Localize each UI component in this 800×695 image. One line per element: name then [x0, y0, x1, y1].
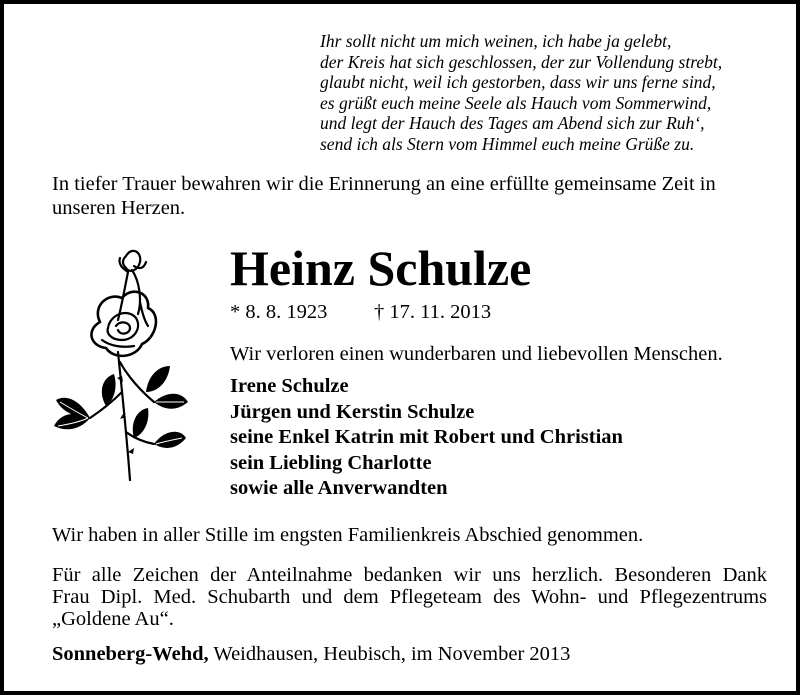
thanks-line: Frau Dipl. Med. Schubarth und dem Pflegeteam des Wohn- und Pflegezentrums: [52, 586, 767, 608]
farewell-text: Wir haben in aller Stille im engsten Familienkreis Abschied genommen.: [52, 524, 644, 546]
place-rest: Weidhausen, Heubisch, im November 2013: [208, 643, 571, 665]
place-primary: Sonneberg-Wehd,: [52, 643, 209, 665]
family-list: [230, 374, 623, 502]
poem-line: und legt der Hauch des Tages am Abend sich zur Ruh‘,: [320, 113, 705, 133]
thanks-line: „Goldene Au“.: [52, 608, 174, 630]
poem-line: es grüßt euch meine Seele als Hauch vom Sommerwind,: [320, 92, 712, 113]
poem: [320, 31, 790, 154]
intro-text: In tiefer Trauer bewahren wir die Erinnerung an eine erfüllte gemeinsame Zeit in unseren Herzen.: [52, 173, 716, 219]
rose-icon: [50, 242, 190, 487]
birth-date: * 8. 8. 1923: [230, 301, 328, 323]
family-member: sowie alle Anverwandten: [230, 477, 448, 499]
statement-text: Wir verloren einen wunderbaren und liebevollen Menschen.: [230, 343, 723, 365]
poem-line: send ich als Stern vom Himmel euch meine Grüße zu.: [320, 133, 695, 154]
death-date: † 17. 11. 2013: [374, 301, 492, 323]
family-member: sein Liebling Charlotte: [230, 451, 432, 474]
family-member: Jürgen und Kerstin Schulze: [230, 400, 475, 423]
poem-line: glaubt nicht, weil ich gestorben, dass wir uns ferne sind,: [320, 72, 716, 92]
family-member: seine Enkel Katrin mit Robert und Christian: [230, 426, 623, 448]
poem-line: der Kreis hat sich geschlossen, der zur Vollendung strebt,: [320, 51, 723, 72]
thanks-text: [52, 564, 767, 630]
thanks-line: Für alle Zeichen der Anteilnahme bedanken wir uns herzlich. Besonderen Dank: [52, 564, 767, 586]
family-member: Irene Schulze: [230, 375, 349, 397]
place-date-line: [52, 642, 570, 666]
poem-line: Ihr sollt nicht um mich weinen, ich habe ja gelebt,: [320, 31, 672, 51]
deceased-name: Heinz Schulze: [230, 240, 532, 296]
